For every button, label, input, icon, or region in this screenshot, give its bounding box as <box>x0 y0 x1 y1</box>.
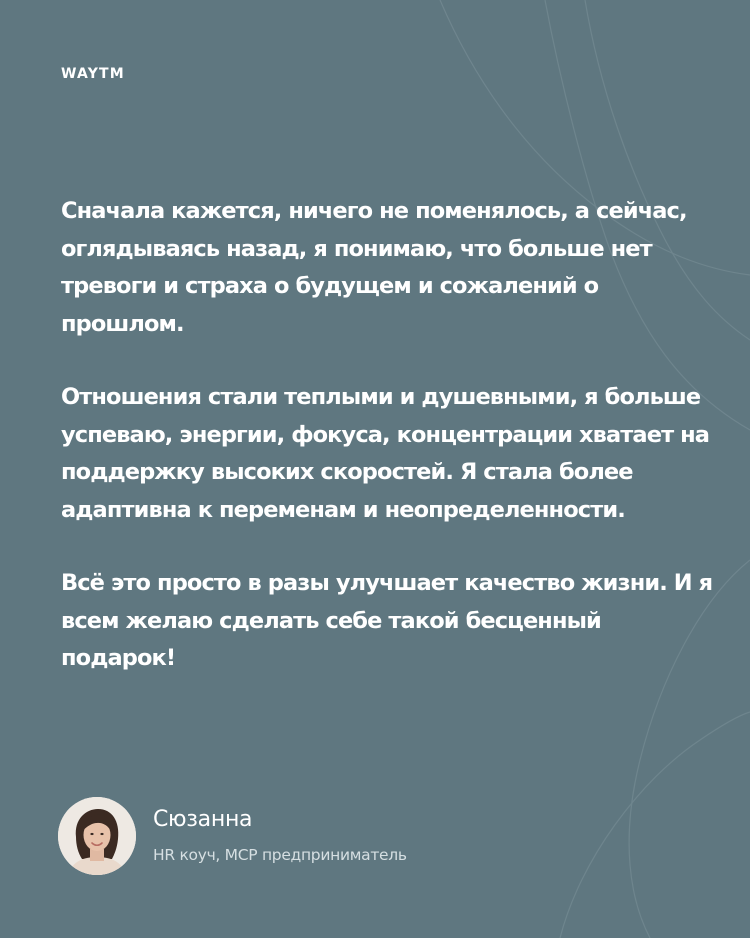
author-role: HR коуч, MCP предприниматель <box>153 846 407 864</box>
avatar-portrait-icon <box>58 797 136 875</box>
quote-paragraph: Всё это просто в разы улучшает качество жизни. И я всем желаю сделать себе такой бесценный подарок! <box>61 570 713 671</box>
quote-paragraph: Отношения стали теплыми и душевными, я больше успеваю, энергии, фокуса, концентрации хватает на поддержку высоких скоростей. Я стала более адаптивна к переменам и неопределенности. <box>61 384 710 523</box>
author-card <box>58 797 407 875</box>
avatar <box>58 797 136 875</box>
author-info <box>153 806 407 866</box>
brand-logo: WAYTM <box>61 66 125 82</box>
quote-paragraph: Сначала кажется, ничего не поменялось, а сейчас, оглядываясь назад, я понимаю, что больше нет тревоги и страха о будущем и сожалений о прошлом. <box>61 198 687 337</box>
author-name: Сюзанна <box>153 807 253 832</box>
testimonial-quote <box>61 193 721 678</box>
